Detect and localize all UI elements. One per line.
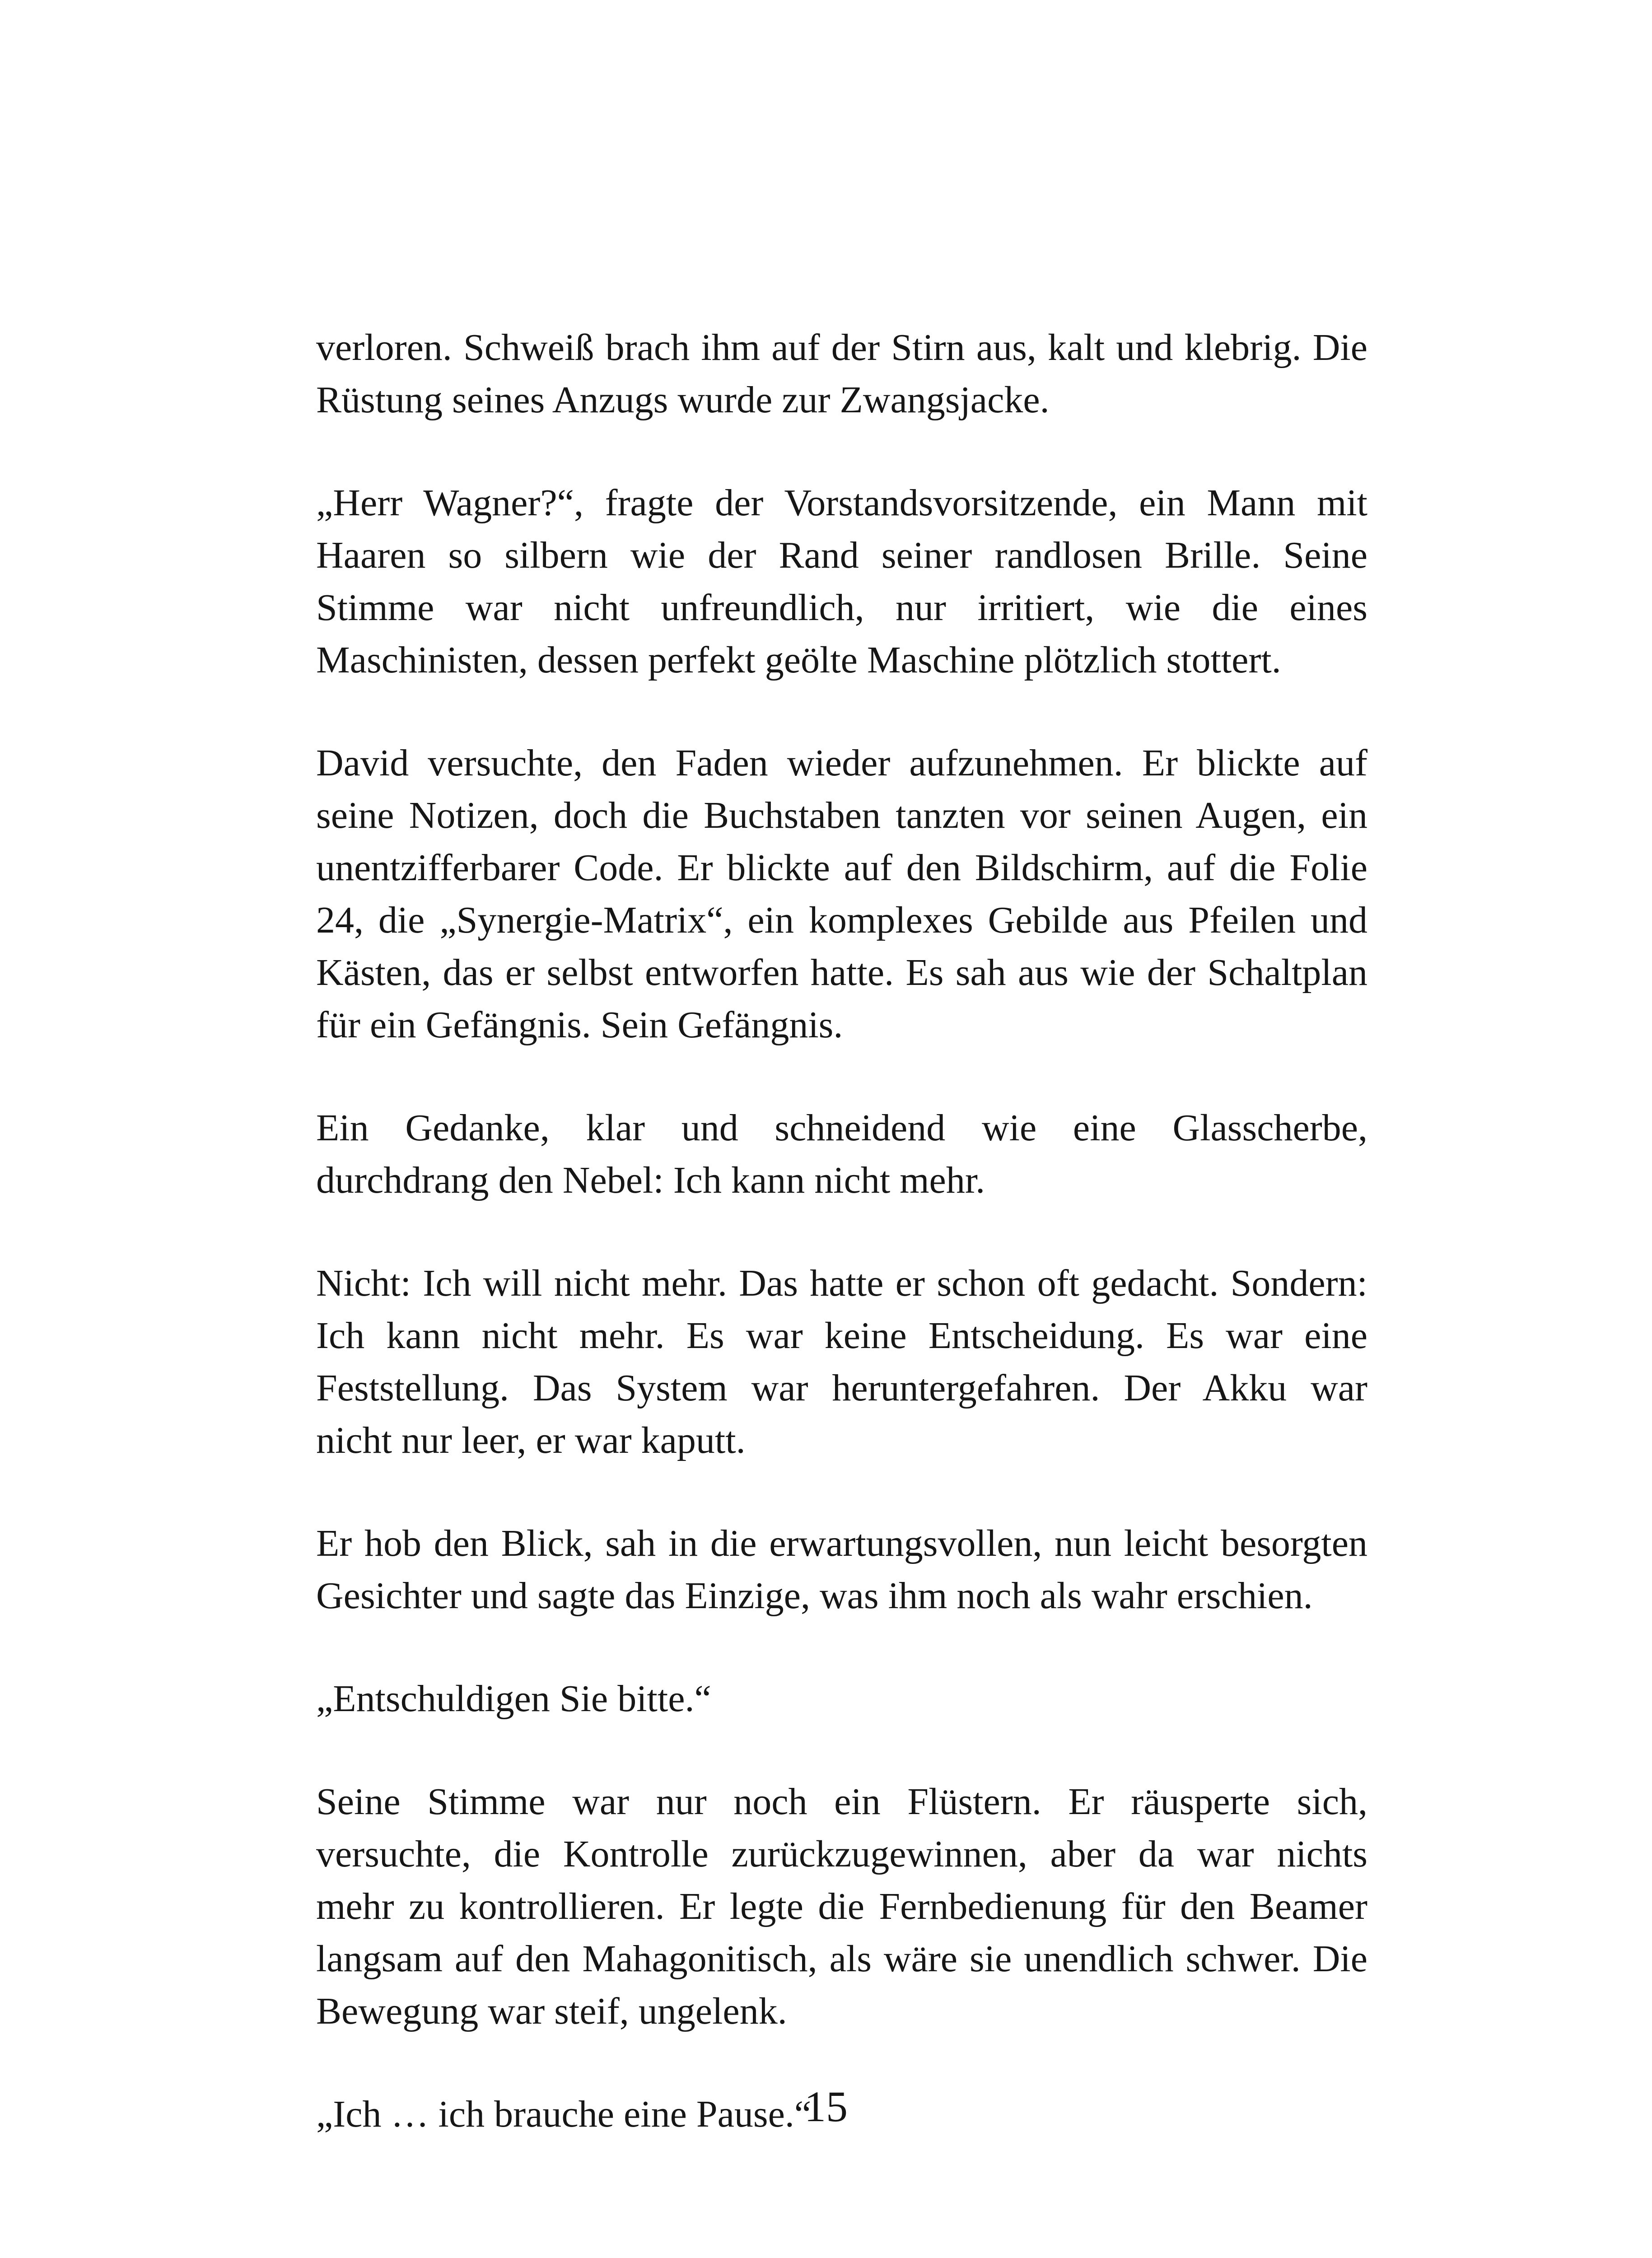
paragraph-5 xyxy=(316,1257,1367,1467)
text-line: versuchte, die Kontrolle zurückzugewinnen, aber da war nichts xyxy=(316,1833,1367,1875)
paragraph-7 xyxy=(316,1673,1367,1725)
text-line: Kästen, das er selbst entworfen hatte. Es sah aus wie der Schaltplan xyxy=(316,952,1367,994)
text-line: Ich kann nicht mehr. Es war keine Entscheidung. Es war eine xyxy=(316,1315,1367,1357)
paragraph-1 xyxy=(316,322,1367,426)
text-line: Feststellung. Das System war heruntergefahren. Der Akku war xyxy=(316,1367,1367,1409)
text-line: verloren. Schweiß brach ihm auf der Stirn aus, kalt und klebrig. Die xyxy=(316,327,1367,369)
text-line: Stimme war nicht unfreundlich, nur irritiert, wie die eines xyxy=(316,587,1367,629)
paragraph-4 xyxy=(316,1102,1367,1207)
text-line: Nicht: Ich will nicht mehr. Das hatte er schon oft gedacht. Sondern: xyxy=(316,1262,1367,1304)
text-line: für ein Gefängnis. Sein Gefängnis. xyxy=(316,1004,843,1046)
paragraph-2 xyxy=(316,477,1367,686)
text-line: Haaren so silbern wie der Rand seiner randlosen Brille. Seine xyxy=(316,534,1367,576)
text-line: langsam auf den Mahagonitisch, als wäre sie unendlich schwer. Die xyxy=(316,1938,1367,1980)
paragraph-6 xyxy=(316,1517,1367,1622)
paragraph-3 xyxy=(316,737,1367,1051)
text-line: Ein Gedanke, klar und schneidend wie eine Glasscherbe, xyxy=(316,1107,1367,1149)
text-line: Er hob den Blick, sah in die erwartungsvollen, nun leicht besorgten xyxy=(316,1522,1367,1564)
text-line: durchdrang den Nebel: Ich kann nicht mehr. xyxy=(316,1159,985,1201)
body-text xyxy=(316,322,1367,2191)
page-number: 15 xyxy=(804,2082,848,2131)
text-line: „Ich … ich brauche eine Pause.“ xyxy=(316,2093,812,2135)
text-line: 24, die „Synergie-Matrix“, ein komplexes Gebilde aus Pfeilen und xyxy=(316,899,1367,941)
text-line: Maschinisten, dessen perfekt geölte Maschine plötzlich stottert. xyxy=(316,639,1281,681)
text-line: Gesichter und sagte das Einzige, was ihm noch als wahr erschien. xyxy=(316,1575,1313,1617)
text-line: mehr zu kontrollieren. Er legte die Fernbedienung für den Beamer xyxy=(316,1885,1367,1927)
text-line: unentzifferbarer Code. Er blickte auf den Bildschirm, auf die Folie xyxy=(316,847,1367,889)
text-line: Bewegung war steif, ungelenk. xyxy=(316,1990,787,2032)
text-line: „Entschuldigen Sie bitte.“ xyxy=(316,1678,711,1720)
text-line: David versuchte, den Faden wieder aufzunehmen. Er blickte auf xyxy=(316,742,1367,784)
text-line: Seine Stimme war nur noch ein Flüstern. Er räusperte sich, xyxy=(316,1781,1367,1823)
paragraph-8 xyxy=(316,1776,1367,2038)
text-line: „Herr Wagner?“, fragte der Vorstandsvorsitzende, ein Mann mit xyxy=(316,482,1367,524)
text-line: Rüstung seines Anzugs wurde zur Zwangsjacke. xyxy=(316,379,1050,421)
text-line: seine Notizen, doch die Buchstaben tanzten vor seinen Augen, ein xyxy=(316,794,1367,836)
text-line: nicht nur leer, er war kaputt. xyxy=(316,1419,746,1461)
